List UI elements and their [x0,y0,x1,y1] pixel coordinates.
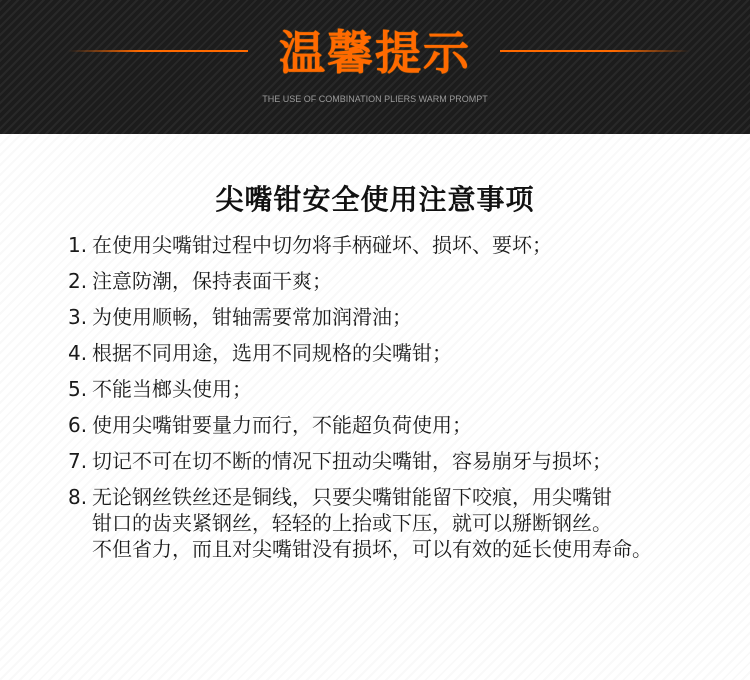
list-item [68,448,728,474]
item-continuation: 钳口的齿夹紧钢丝，轻轻的上抬或下压，就可以掰断钢丝。 [92,511,612,535]
banner-title: 温馨提示 [279,26,471,80]
list-item [68,340,728,366]
item-text: 使用尖嘴钳要量力而行，不能超负荷使用； [92,413,472,437]
banner-right-line [500,50,690,52]
item-text: 不能当榔头使用； [92,377,252,401]
item-number: 6. [68,413,88,437]
item-number: 2. [68,269,88,293]
item-number: 8. [68,485,88,509]
list-item [68,376,728,402]
content-title: 尖嘴钳安全使用注意事项 [215,183,535,216]
list-item [68,232,728,258]
list-item [68,268,728,294]
item-text: 无论钢丝铁丝还是铜线，只要尖嘴钳能留下咬痕，用尖嘴钳 [92,485,612,509]
item-text: 根据不同用途，选用不同规格的尖嘴钳； [92,341,452,365]
banner-subtitle: THE USE OF COMBINATION PLIERS WARM PROMPT [262,94,488,104]
banner-left-line [68,50,248,52]
item-text: 在使用尖嘴钳过程中切勿将手柄碰坏、损坏、要坏； [92,233,552,257]
item-number: 4. [68,341,88,365]
list-item [68,304,728,330]
item-text: 注意防潮，保持表面干爽； [92,269,332,293]
header-banner [0,0,750,134]
item-number: 5. [68,377,88,401]
list-item [68,484,728,562]
item-number: 7. [68,449,88,473]
item-number: 1. [68,233,88,257]
item-text: 为使用顺畅，钳轴需要常加润滑油； [92,305,412,329]
tips-list [68,232,728,572]
content-area [0,134,750,680]
list-item [68,412,728,438]
item-continuation: 不但省力，而且对尖嘴钳没有损坏，可以有效的延长使用寿命。 [92,537,652,561]
item-number: 3. [68,305,88,329]
item-text: 切记不可在切不断的情况下扭动尖嘴钳，容易崩牙与损坏； [92,449,612,473]
